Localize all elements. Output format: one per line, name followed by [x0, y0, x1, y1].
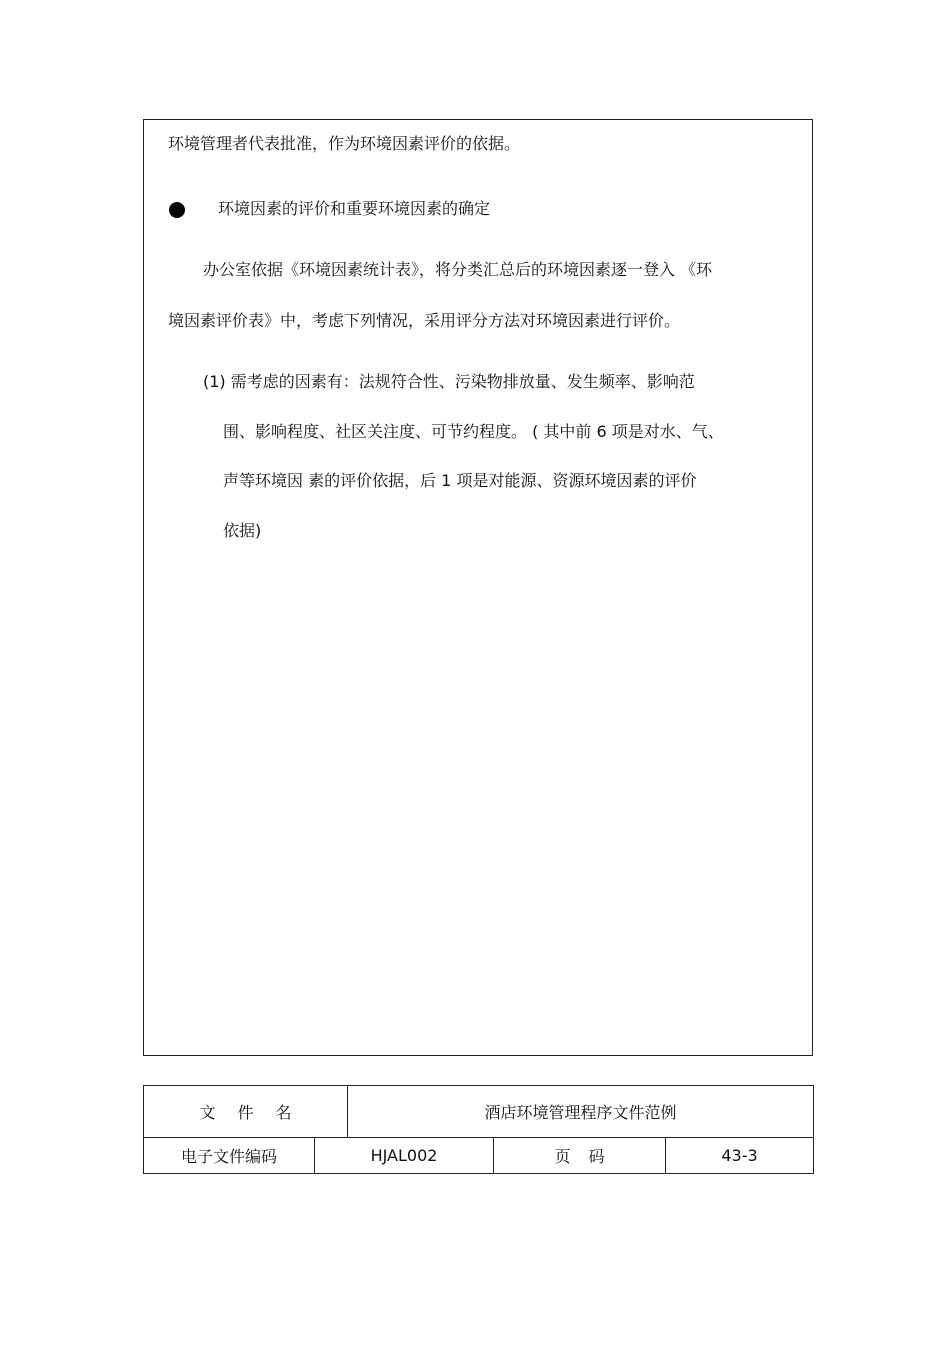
paragraph-line-2: 境因素评价表》中，考虑下列情况，采用评分方法对环境因素进行评价。 [168, 311, 681, 330]
content-box [143, 119, 813, 1056]
footer-table [143, 1085, 814, 1174]
file-name-value: 酒店环境管理程序文件范例 [348, 1086, 813, 1138]
code-label: 电子文件编码 [144, 1138, 315, 1173]
file-name-label: 文件名 [144, 1086, 348, 1138]
page-label: 页码 [494, 1138, 666, 1173]
paragraph-line-1: 办公室依据《环境因素统计表》，将分类汇总后的环境因素逐一登入 《环 [203, 260, 713, 279]
code-value: HJAL002 [315, 1138, 494, 1173]
bullet-icon [169, 202, 185, 218]
list-item-line-4: 依据) [223, 521, 262, 540]
list-item-line-1: (1) 需考虑的因素有：法规符合性、污染物排放量、发生频率、影响范 [203, 372, 695, 391]
intro-line: 环境管理者代表批准，作为环境因素评价的依据。 [168, 134, 521, 153]
section-heading: 环境因素的评价和重要环境因素的确定 [218, 199, 491, 218]
list-item-line-3: 声等环境因 素的评价依据，后 1 项是对能源、资源环境因素的评价 [223, 471, 697, 490]
list-item-line-2: 围、影响程度、社区关注度、可节约程度。 ( 其中前 6 项是对水、气、 [223, 422, 724, 441]
page-value: 43-3 [721, 1146, 758, 1165]
